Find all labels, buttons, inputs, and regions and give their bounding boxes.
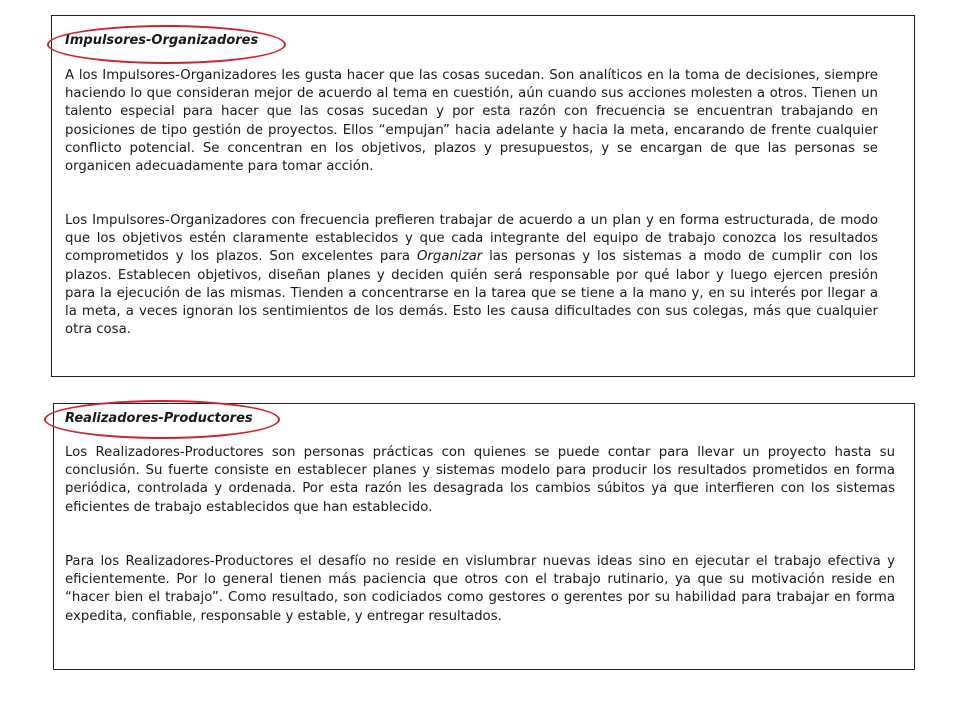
highlight-circle-annotation — [44, 400, 280, 439]
section-heading: Impulsores-Organizadores — [65, 33, 259, 48]
emphasis-organizar: Organizar — [416, 249, 483, 265]
section-heading: Realizadores-Productores — [65, 411, 253, 426]
paragraph: A los Impulsores-Organizadores les gusta hacer que las cosas sucedan. Son analíticos en la toma de decisiones, siempre haciendo lo que consideran mejor de acuerdo al tema en cuestión, aún cuando sus acciones molesten a otros. Tienen un talento especial para hacer que las cosas sucedan y por esta razón con frecuencia se encuentran trabajando en posiciones de tipo gestión de proyectos. Ellos “empujan” hacia adelante y hacia la meta, encarando de frente cualquier conflicto potencial. Se concentran en los objetivos, plazos y presupuestos, y se encargan de que las personas se organicen adecuadamente para tomar acción. — [65, 68, 878, 175]
paragraph: Para los Realizadores-Productores el desafío no reside en vislumbrar nuevas ideas sino en ejecutar el trabajo efectiva y eficientemente. Por lo general tienen más paciencia que otros con el trabajo rutinario, ya que su motivación reside en “hacer bien el trabajo”. Como resultado, son codiciados como gestores o gerentes por su habilidad para trabajar en forma expedita, confiable, responsable y estable, y entregar resultados. — [65, 554, 895, 624]
paragraph: Los Realizadores-Productores son personas prácticas con quienes se puede contar para llevar un proyecto hasta su conclusión. Su fuerte consiste en establecer planes y sistemas modelo para producir los resultados prometidos en forma periódica, controlada y ordenada. Por esta razón les desagrada los cambios súbitos ya que interfieren con los sistemas eficientes de trabajo establecidos que han establecido. — [65, 445, 895, 515]
section-realizadores-productores — [53, 403, 915, 670]
paragraph-text-before: Los Impulsores-Organizadores con frecuencia prefieren trabajar de acuerdo a un plan y en forma estructurada, de modo que los objetivos estén claramente establecidos y que cada integrante del equipo de trabajo conozca los resultados comprometidos y los plazos. Son excelentes para — [65, 213, 878, 265]
section-impulsores-organizadores — [51, 15, 915, 377]
highlight-circle-annotation — [47, 25, 286, 64]
paragraph-text-after: las personas y los sistemas a modo de cumplir con los plazos. Establecen objetivos, diseñan planes y deciden quién será responsable por qué labor y luego ejercen presión para la ejecución de las mismas. Tienden a concentrarse en la tarea que se tiene a la mano y, en su interés por llegar a la meta, a veces ignoran los sentimientos de los demás. Esto les causa dificultades con sus colegas, más que cualquier otra cosa. — [65, 249, 878, 338]
paragraph — [65, 212, 878, 339]
